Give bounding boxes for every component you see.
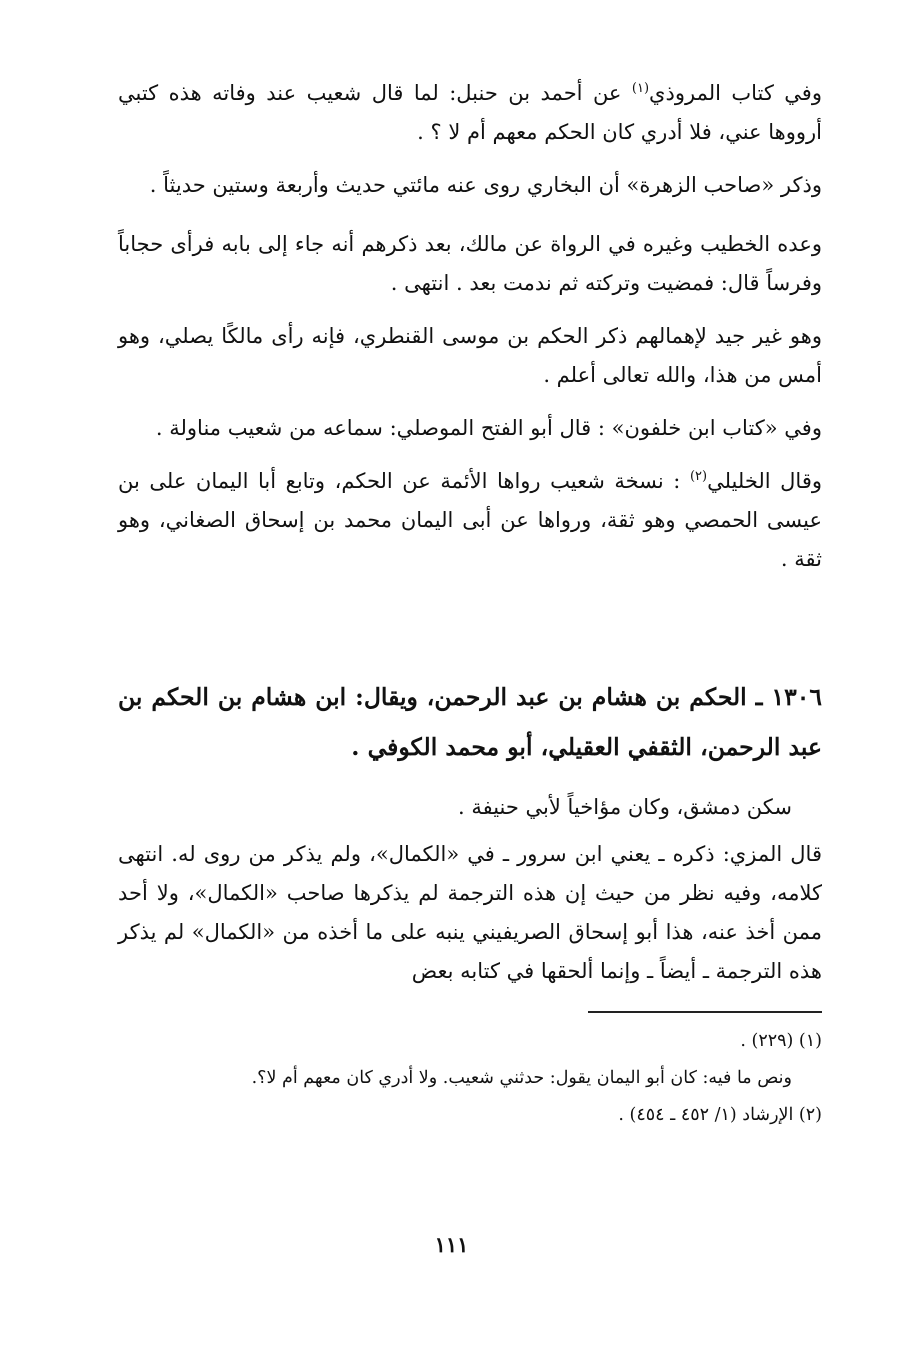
paragraph-4: وهو غير جيد لإهمالهم ذكر الحكم بن موسى القنطري، فإنه رأى مالكًا يصلي، وهو أمس من هذا، والله تعالى أعلم . (118, 324, 822, 387)
main-text (118, 74, 822, 579)
paragraph-6-rest: : نسخة شعيب رواها الأئمة عن الحكم، وتابع أبا اليمان على بن عيسى الحمصي وهو ثقة، ورواها عن أبى اليمان محمد بن إسحاق الصغاني، وهو ثقة . (118, 469, 822, 571)
entry-paragraph-2: قال المزي: ذكره ـ يعني ابن سرور ـ في «الكمال»، ولم يذكر من روى له. انتهى كلامه، وفيه نظر من حيث إن هذه الترجمة لم يذكرها صاحب «الكمال»، ولا أحد ممن أخذ عنه، هذا أبو إسحاق الصريفيني ينبه على ما أخذه من «الكمال» لم يذكر هذه الترجمة ـ أيضاً ـ وإنما ألحقها في كتابه بعض (118, 842, 822, 983)
footnote-1: (١) (٢٢٩) . (740, 1031, 822, 1051)
paragraph-3: وعده الخطيب وغيره في الرواة عن مالك، بعد ذكرهم أنه جاء إلى بابه فرأى حجاباً وفرساً قال: فمضيت وتركته ثم ندمت بعد . انتهى . (118, 232, 822, 295)
page-number: ١١١ (434, 1232, 469, 1257)
paragraph-6 (118, 462, 822, 579)
footnote-2: (٢) الإرشاد (١/ ٤٥٢ ـ ٤٥٤) . (618, 1105, 822, 1125)
footnote-divider (588, 1011, 822, 1013)
paragraph-1-rest: عن أحمد بن حنبل: لما قال شعيب عند وفاته هذه كتبي أرووها عني، فلا أدري كان الحكم معهم أم لا ؟ . (118, 81, 822, 144)
entry-paragraph-1: سكن دمشق، وكان مؤاخياً لأبي حنيفة . (457, 795, 792, 819)
paragraph-6-start: وقال الخليلي (707, 469, 823, 493)
paragraph-1-start: وفي كتاب المروذي (649, 81, 822, 105)
footnote-1-note: ونص ما فيه: كان أبو اليمان يقول: حدثني شعيب. ولا أدري كان معهم أم لا؟. (251, 1068, 792, 1088)
footnotes (118, 1026, 822, 1131)
paragraph-1 (118, 74, 822, 152)
paragraph-5: وفي «كتاب ابن خلفون» : قال أبو الفتح الموصلي: سماعه من شعيب مناولة . (155, 416, 822, 440)
paragraph-2: وذكر «صاحب الزهرة» أن البخاري روى عنه مائتي حديث وأربعة وستين حديثاً . (149, 173, 822, 197)
entry-text (118, 788, 822, 991)
entry-heading: ١٣٠٦ ـ الحكم بن هشام بن عبد الرحمن، ويقال: ابن هشام بن الحكم بن عبد الرحمن، الثقفي العقيلي، أبو محمد الكوفي . (118, 683, 822, 761)
footnote-ref-2: (٢) (689, 469, 708, 484)
footnote-ref-1: (١) (631, 81, 650, 96)
